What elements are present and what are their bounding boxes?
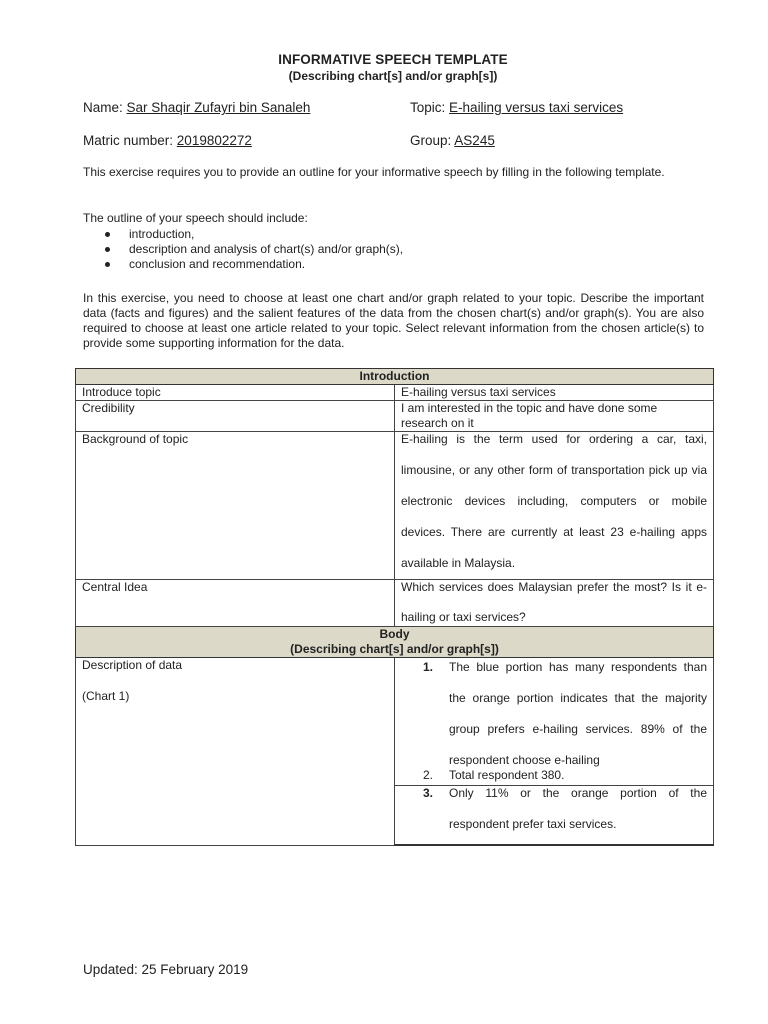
outline-item: introduction, bbox=[83, 227, 704, 242]
matric-label: Matric number: bbox=[83, 133, 174, 148]
outline-intro: The outline of your speech should include: bbox=[83, 211, 308, 225]
updated-date: Updated: 25 February 2019 bbox=[83, 962, 249, 977]
topic-label: Topic: bbox=[410, 100, 446, 115]
name-field bbox=[83, 100, 310, 115]
table-row bbox=[76, 658, 714, 786]
description-label: Description of data bbox=[82, 658, 183, 672]
table-row bbox=[76, 580, 714, 627]
document-subtitle: (Describing chart[s] and/or graph[s]) bbox=[288, 69, 498, 83]
group-label: Group: bbox=[410, 133, 452, 148]
row-value: E-hailing versus taxi services bbox=[395, 385, 714, 401]
points-cell bbox=[395, 658, 714, 786]
point-text: The blue portion has many respondents than the orange portion indicates that the majority group prefers e-hailing services. 89% of the respondent choose e-hailing bbox=[449, 660, 707, 767]
list-item bbox=[401, 778, 707, 840]
bullet-icon bbox=[105, 232, 110, 237]
instruction-paragraph-1: This exercise requires you to provide an outline for your informative speech by filling in the following template. bbox=[83, 165, 665, 179]
points-cell bbox=[395, 786, 714, 846]
speech-outline-table bbox=[75, 368, 714, 846]
point-number: 2. bbox=[423, 768, 434, 782]
instruction-paragraph-2: In this exercise, you need to choose at least one chart and/or graph related to your topic. Describe the important data (facts and figures) and the salient features of the data from the chosen chart(s) and/or graph(s). You are also required to choose at least one article related to your topic. Select relevant information from the chosen article(s) to provide some supporting information for the data. bbox=[83, 291, 704, 350]
list-item bbox=[401, 652, 707, 776]
topic-value: E-hailing versus taxi services bbox=[449, 100, 624, 115]
name-value: Sar Shaqir Zufayri bin Sanaleh bbox=[126, 100, 311, 115]
document-title: INFORMATIVE SPEECH TEMPLATE bbox=[278, 52, 508, 67]
group-value: AS245 bbox=[454, 133, 495, 148]
chart-label: (Chart 1) bbox=[82, 689, 130, 703]
outline-item: conclusion and recommendation. bbox=[83, 257, 704, 272]
introduction-header-row bbox=[76, 369, 714, 385]
topic-field bbox=[410, 100, 623, 115]
name-label: Name: bbox=[83, 100, 123, 115]
outline-list bbox=[83, 227, 704, 272]
row-label: Central Idea bbox=[76, 580, 395, 627]
body-header-subtitle: (Describing chart[s] and/or graph[s]) bbox=[290, 642, 499, 656]
point-text: Total respondent 380. bbox=[449, 768, 565, 782]
bullet-icon bbox=[105, 247, 110, 252]
matric-field bbox=[83, 133, 252, 148]
row-label: Background of topic bbox=[76, 432, 395, 580]
point-number: 1. bbox=[423, 660, 434, 674]
point-number: 3. bbox=[423, 786, 434, 800]
introduction-header: Introduction bbox=[76, 369, 714, 385]
matric-value: 2019802272 bbox=[176, 133, 252, 148]
outline-item: description and analysis of chart(s) and/or graph(s), bbox=[83, 242, 704, 257]
row-label: Introduce topic bbox=[76, 385, 395, 401]
row-value: I am interested in the topic and have done some research on it bbox=[395, 401, 714, 432]
table-row bbox=[76, 432, 714, 580]
point-text: Only 11% or the orange portion of the respondent prefer taxi services. bbox=[449, 786, 707, 831]
body-header-title: Body bbox=[379, 627, 410, 641]
row-value: E-hailing is the term used for ordering a car, taxi, limousine, or any other form of transportation pick up via electronic devices including, computers or mobile devices. There are currently at least 23 e-hailing apps available in Malaysia. bbox=[395, 432, 714, 580]
row-value: Which services does Malaysian prefer the most? Is it e-hailing or taxi services? bbox=[395, 580, 714, 627]
table-row bbox=[76, 385, 714, 401]
group-field bbox=[410, 133, 495, 148]
bullet-icon bbox=[105, 262, 110, 267]
description-label-cell bbox=[76, 658, 395, 846]
row-label: Credibility bbox=[76, 401, 395, 432]
